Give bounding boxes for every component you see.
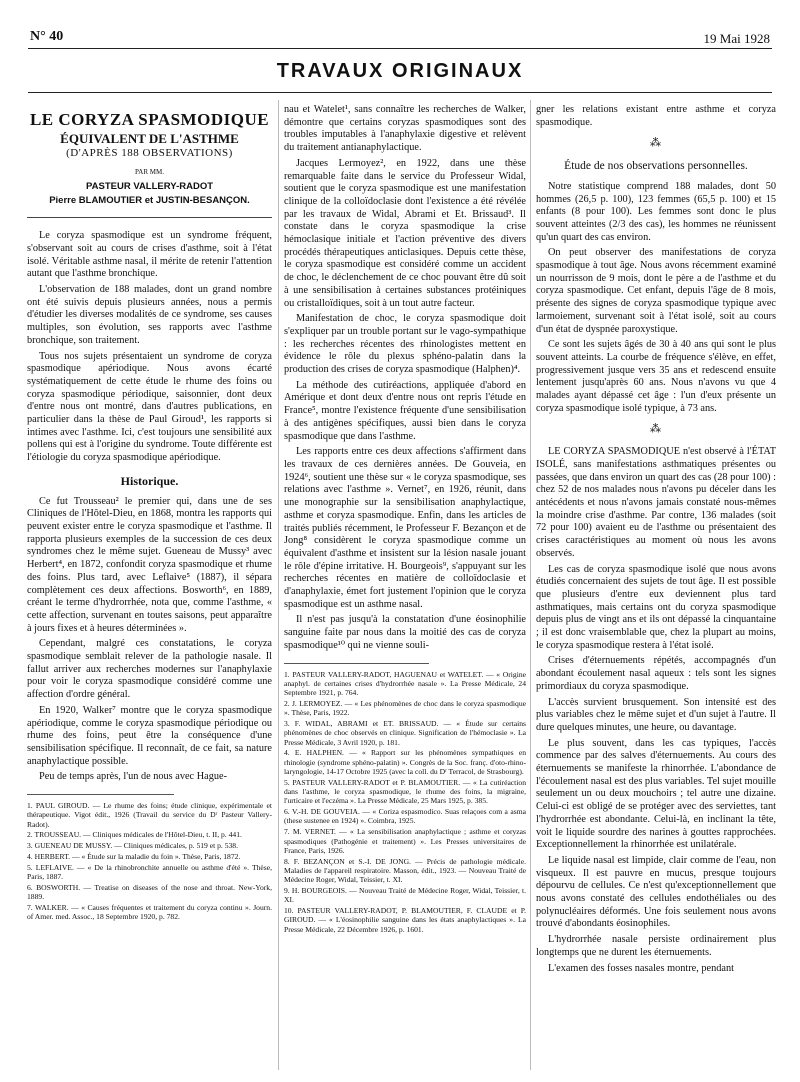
footnote: 6. BOSWORTH. — Treatise on diseases of the nose and throat. New-York, 1889. — [27, 882, 272, 902]
column-2 — [284, 104, 526, 1072]
section-stars: ⁂ — [650, 137, 662, 150]
section-stars: ⁂ — [650, 423, 662, 436]
historique-heading: Historique. — [120, 473, 179, 488]
paragraph: Tous nos sujets présentaient un syndrome de coryza spasmodique apériodique. Nous avons écarté systématiquement de cette étude le rhume des foins ou coryza spasmodique périodique, saisonnier, dont deux d'entre nous ont montré, dans d'autres publications, en particulier dans la thèse de Paul Giroud¹, les rapports si intimes avec l'asthme. Ici, c'est toujours une sensibilité aux pollens qui est à l'origine du syndrome. Toute différente est l'étiologie du coryza spasmodique apériodique. — [27, 350, 272, 464]
paragraph: Notre statistique comprend 188 malades, dont 50 hommes (26,5 p. 100), 123 femmes (65,5 p. 100) et 15 enfants (8 pour 100). Les femmes sont donc le plus souvent atteintes (2/3 des cas), les hommes ne réunissent qu'un quart des cas environ. — [536, 180, 776, 243]
footnote: 5. LEFLAIVE. — « De la rhinobronchite annuelle ou asthme d'été ». Thèse, Paris, 1887. — [27, 862, 272, 882]
paragraph: Ce sont les sujets âgés de 30 à 40 ans qui sont le plus souvent atteints. La courbe de fréquence s'élève, en effet, progressivement jusque vers 35 ans et redescend ensuite lentement jusqu'après 60 ans. Nous n'avons vu que 4 malades ayant dépassé cet âge : l'un d'eux présente un coryza spasmodique isolé typique, à 73 ans. — [536, 339, 776, 414]
observations-heading: Étude de nos observations personnelles. — [564, 160, 748, 173]
column-divider — [278, 100, 279, 1070]
footnote: 3. F. WIDAL, ABRAMI et ET. BRISSAUD. — « Étude sur certains phénomènes de choc observés en clinique. Signification de l'hémoclasie ». La Presse Médicale, 3 Avril 1920, p. 181. — [284, 719, 526, 747]
paragraph: Jacques Lermoyez², en 1922, dans une thèse remarquable faite dans le service du Professeur Widal, soutient que le coryza spasmodique est une manifestation clinique de la colloïdoclasie dont l'existence a été révélée par les travaux de Widal, Abrami et Et. Brissaud³. Il constate dans le coryza spasmodique la crise hémoclasique initiale et l'action préventive des divers procédés thérapeutiques anticlasiques. Depuis cette thèse, le coryza spasmodique est considéré comme un accident de choc, le déclenchement de ce choc pouvant être dû soit à une sensibilisation à certaines substances protéiniques ou cristalloïdiques, soit à un tout autre facteur. — [284, 157, 526, 309]
author-line-2: Pierre BLAMOUTIER et JUSTIN-BESANÇON. — [49, 194, 250, 206]
footnote: 9. H. BOURGEOIS. — Nouveau Traité de Médecine Roger, Widal, Teissier, t. XI. — [284, 886, 526, 905]
column-1 — [27, 104, 272, 1072]
footnote: 1. PASTEUR VALLERY-RADOT, HAGUENAU et WATELET. — « Origine anaphyl. de certaines crises d'hydrorrhée nasale ». La Presse Médicale, 24 Septembre 1921, p. 764. — [284, 669, 526, 698]
footnote: 4. HERBERT. — « Étude sur la maladie du foin ». Thèse, Paris, 1872. — [27, 852, 241, 862]
footnote: 2. J. LERMOYEZ. — « Les phénomènes de choc dans le coryza spasmodique ». Thèse, Paris, 1922. — [284, 698, 526, 718]
paragraph: L'examen des fosses nasales montre, pendant — [548, 962, 734, 974]
paragraph: En 1920, Walker⁷ montre que le coryza spasmodique apériodique, comme le coryza spasmodique périodique ou rhume des foins, peut être la conséquence d'une sensibilisation spécifique. Il reconnaît, de ce fait, sa nature anaphylactique possible. — [27, 704, 272, 767]
paragraph: Il n'est pas jusqu'à la constatation d'une éosinophilie sanguine faite par nous dans la moitié des cas de coryza spasmodique¹⁰ qui ne vienne souli- — [284, 614, 526, 651]
paragraph: nau et Watelet¹, sans connaître les recherches de Walker, démontre que certains coryzas spasmodiques sont des troubles imputables à l'anaphylaxie digestive et relèvent du traitement antianaphylactique. — [284, 104, 526, 154]
section-rule — [28, 92, 772, 93]
paragraph: Crises d'éternuements répétés, accompagnés d'un abondant écoulement nasal aqueux : tels sont les signes primordiaux du coryza spasmodique. — [536, 655, 776, 692]
article-par: PAR MM. — [135, 168, 164, 177]
footnote: 4. E. HALPHEN. — « Rapport sur les phénomènes sympathiques en rhinologie (syndrome sphéno-palatin) ». Congrès de la Soc. franç. d'oto-rhino-laryngologie, 14-17 Octobre 1925 (avec la coll. du Dʳ Terracol, de Strasbourg). — [284, 748, 526, 776]
article-subtitle: ÉQUIVALENT DE L'ASTHME — [60, 130, 239, 146]
column-divider — [530, 100, 531, 1070]
footnote: 2. TROUSSEAU. — Cliniques médicales de l'Hôtel-Dieu, t. II, p. 441. — [27, 830, 242, 840]
footnote: 7. M. VERNET. — « La sensibilisation anaphylactique ; asthme et coryzas spasmodiques (Pathogénie et traitement) ». Les Presses universitaires de France, Paris, 1926. — [284, 827, 526, 855]
footnote: 6. V.-H. DE GOUVEIA. — « Coriza espasmodico. Suas relaçoes com a asma (these sustenee en 1924) ». Coimbra, 1925. — [284, 807, 526, 826]
footnote: 10. PASTEUR VALLERY-RADOT, P. BLAMOUTIER, F. CLAUDE et P. GIROUD. — « L'éosinophilie sanguine dans les états anaphylactiques ». La Presse Médicale, 22 Décembre 1926, p. 1601. — [284, 906, 526, 934]
column-3 — [536, 104, 776, 1072]
paragraph: LE CORYZA SPASMODIQUE n'est observé à l'ÉTAT ISOLÉ, sans manifestations asthmatiques présentes ou passées, que dans environ un quart des cas (28 pour 100) : chez 52 de nos malades nous n'avons pu déceler dans les antécédents et nous n'avons jamais constaté nous-mêmes la moindre crise d'asthme. Par contre, 136 malades (soit 72 pour 100) avaient eu de l'asthme ou présentaient des crises caractéristiques au moment où nous les avons observés. — [536, 446, 776, 559]
issue-number: N° 40 — [30, 29, 64, 44]
footnote: 8. F. BEZANÇON et S.-I. DE JONG. — Précis de pathologie médicale. Maladies de l'appareil respiratoire. Masson, édit., 1923. — Nouveau Traité de Médecine Roger, Widal, Teissier, t. XI. — [284, 856, 526, 885]
paragraph: La méthode des cutiréactions, appliquée d'abord en Amérique et dont deux d'entre nous ont repris l'étude en France⁵, montre l'existence fréquente d'une sensibilisation à des antigènes spécifiques, aussi bien dans le coryza spasmodique que dans l'asthme. — [284, 379, 526, 442]
footnote: 3. GUENEAU DE MUSSY. — Cliniques médicales, p. 519 et p. 538. — [27, 841, 238, 851]
paragraph: L'observation de 188 malades, dont un grand nombre ont été suivis depuis plusieurs années, nous a permis d'étudier les diverses modalités de ce syndrome, ses causes multiples, son évolution, ses rapports avec l'asthme bronchique, son traitement. — [27, 284, 272, 346]
paragraph: Le plus souvent, dans les cas typiques, l'accès commence par des salves d'éternuements. Au cours des éternuements se manifeste la rhinorrhée. L'abondance de l'écoulement nasal est des plus variables. Tel sujet mouille seulement un ou deux mouchoirs ; tel autre une dizaine. Celui-ci est obligé de se protéger avec des serviettes, tant l'hydrorrhée est abondante. Celui-là, en inclinant la tête, voit le liquide sourdre des narines à gouttes rapprochées. Exceptionnellement la rhinorrhée est unilatérale. — [536, 737, 776, 851]
paragraph: Le coryza spasmodique est un syndrome fréquent, s'observant soit au cours de crises d'asthme, soit à l'état isolé. Véritable asthme nasal, il mérite de retenir l'attention autant que l'asthme bronchique. — [27, 230, 272, 280]
paragraph: Ce fut Trousseau² le premier qui, dans une de ses Cliniques de l'Hôtel-Dieu, en 1868, montra les rapports qui peuvent exister entre le coryza spasmodique et l'asthme. Il rapporta plusieurs exemples de la succession de ces deux syndromes chez le même sujet. Gueneau de Mussy³ avec Herbert⁴, en 1872, confondit coryza spasmodique et rhume des foins. Plus tard, avec Leflaive⁵ (1887), il sépara complètement ces deux affections. Bosworth⁶, en 1889, créant le terme d'hydrorrhée, nota que, comme l'asthme, « cette affection, survenant en toutes saisons, peut apparaître à jours fixes et à heures déterminées ». — [27, 495, 272, 634]
article-title: LE CORYZA SPASMODIQUE — [29, 110, 270, 129]
header-rule — [28, 48, 772, 49]
article-note: (D'APRÈS 188 OBSERVATIONS) — [66, 147, 233, 160]
paragraph: Peu de temps après, l'un de nous avec Hague- — [39, 771, 227, 783]
paragraph: Cependant, malgré ces constatations, le coryza spasmodique semblait relever de la pathologie nasale. Il fallut arriver aux recherches modernes sur l'anaphylaxie pour voir le coryza spasmodique considéré comme une affection d'ordre général. — [27, 638, 272, 701]
section-title: TRAVAUX ORIGINAUX — [276, 60, 524, 82]
paragraph: L'accès survient brusquement. Son intensité est des plus variables chez le même sujet et d'un sujet à l'autre. Il dure quelques minutes, une heure, ou davantage. — [536, 696, 776, 733]
paragraph: On peut observer des manifestations de coryza spasmodique à tout âge. Nous avons récemment examiné un nourrisson de 9 mois, dont le père a de l'asthme et du coryza spasmodique. Cet enfant, depuis l'âge de 8 mois, présente des signes de coryza spasmodique typique avec larmoiement, survenant soit à l'état isolé, soit au cours d'un état de dyspnée paroxystique. — [536, 247, 776, 335]
paragraph: Les rapports entre ces deux affections s'affirment dans les travaux de ces dernières années. De Gouveia, en 1924⁶, soutient une thèse sur « le coryza spasmodique, ses relations avec l'asthme ». Vernet⁷, en 1926, réunit, dans une monographie sur la sensibilisation anaphylactique, asthme et coryza spasmodique. Enfin, dans les articles de traités publiés récemment, le Professeur F. Bezançon et de Jong⁸ considèrent le coryza spasmodique comme un équivalent d'asthme et insistent sur la lésion nasale jouant le rôle d'épine irritative. H. Bourgeois⁹, s'appuyant sur les recherches récentes en matière de colloïdoclasie et d'anaphylaxie, émet fort justement l'opinion que le coryza spasmodique est un asthme nasal. — [284, 446, 526, 610]
footnote: 5. PASTEUR VALLERY-RADOT et P. BLAMOUTIER. — « La cutiréaction dans l'asthme, le coryza spasmodique, le rhume des foins, la migraine, l'urticaire et l'eczéma ». La Presse Médicale, 25 Mars 1925, p. 385. — [284, 777, 526, 806]
footnote: 7. WALKER. — « Causes fréquentes et traitement du coryza continu ». Journ. of Amer. med. Assoc., 18 Septembre 1920, p. 782. — [27, 903, 272, 922]
footnote: 1. PAUL GIROUD. — Le rhume des foins; étude clinique, expérimentale et thérapeutique. Vigot édit., 1926 (Travail du service du Dʳ Pasteur Vallery-Radot). — [27, 801, 272, 829]
paragraph: Le liquide nasal est limpide, clair comme de l'eau, non visqueux. Il est pauvre en mucus, presque toujours dépourvu de cellules. Ce n'est qu'exceptionnellement que nous avons constaté des cellules endothéliales ou des polynucléaires déformés. Une fois seulement nous avons trouvé d'abondants éosinophiles. — [536, 854, 776, 930]
title-rule — [27, 217, 272, 218]
paragraph: Manifestation de choc, le coryza spasmodique doit s'expliquer par un trouble portant sur le vago-sympathique : les recherches récentes des rhinologistes mettent en évidence le rôle du plexus sphéno-palatin dans la production des crises de coryza spasmodique (Halphen)⁴. — [284, 313, 526, 376]
paragraph: gner les relations existant entre asthme et coryza spasmodique. — [536, 104, 776, 128]
issue-date: 19 Mai 1928 — [703, 31, 770, 46]
footnote-rule — [27, 794, 174, 795]
paragraph: Les cas de coryza spasmodique isolé que nous avons étudiés concernaient des sujets de tout âge. Il est possible que plusieurs d'entre eux deviennent plus tard asthmatiques, mais certains ont du coryza spasmodique depuis plus de vingt ans et ils ont dépassé la cinquantaine ; il est donc vraisemblable que, chez la plupart au moins, le coryza spasmodique restera à l'état isolé. — [536, 563, 776, 651]
paragraph: L'hydrorrhée nasale persiste ordinairement plus longtemps que ne durent les éternuements. — [536, 934, 776, 958]
author-line-1: PASTEUR VALLERY-RADOT — [85, 180, 214, 192]
footnote-rule — [284, 663, 429, 664]
